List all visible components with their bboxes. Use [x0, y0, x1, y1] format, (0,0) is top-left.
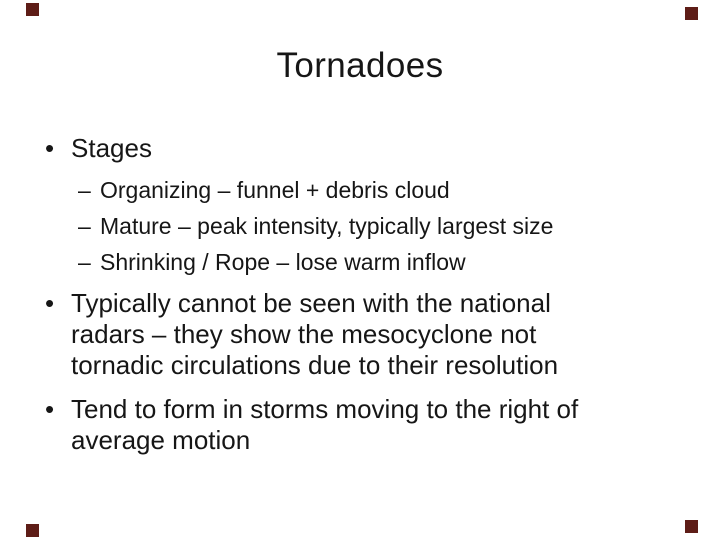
text-line: Typically cannot be seen with the national — [71, 288, 551, 318]
slide-title: Tornadoes — [276, 46, 444, 85]
bullet-text — [71, 133, 704, 164]
dash-marker: – — [78, 177, 91, 203]
sub-bullet-text — [100, 172, 704, 208]
sub-bullet-text — [100, 208, 704, 244]
bullet-item-stages — [44, 133, 704, 164]
text-line: tornadic circulations due to their resolution — [71, 350, 559, 380]
sub-bullet-item-shrinking — [78, 244, 704, 280]
corner-mark-bottom-right — [685, 520, 698, 533]
text-line: Mature – peak intensity, typically largest size — [100, 213, 554, 239]
dash-marker: – — [78, 213, 91, 239]
bullet-text — [71, 394, 704, 456]
bullet-marker: • — [45, 133, 55, 163]
bullet-item-right-moving — [44, 394, 704, 456]
bullet-marker: • — [45, 394, 55, 424]
sub-bullet-item-organizing — [78, 172, 704, 208]
text-line: average motion — [71, 425, 251, 455]
text-line: Shrinking / Rope – lose warm inflow — [100, 249, 466, 275]
corner-mark-bottom-left — [26, 524, 39, 537]
sub-bullet-item-mature — [78, 208, 704, 244]
bullet-item-radars — [44, 288, 704, 381]
sub-bullet-list — [78, 172, 704, 280]
text-line: radars – they show the mesocyclone not — [71, 319, 537, 349]
text-line: Organizing – funnel + debris cloud — [100, 177, 450, 203]
bullet-marker: • — [45, 288, 55, 318]
bullet-text — [71, 288, 704, 381]
slide-body — [44, 133, 704, 456]
corner-mark-top-right — [685, 7, 698, 20]
text-line: Stages — [71, 133, 152, 163]
corner-mark-top-left — [26, 3, 39, 16]
dash-marker: – — [78, 249, 91, 275]
sub-bullet-text — [100, 244, 704, 280]
text-line: Tend to form in storms moving to the right of — [71, 394, 579, 424]
